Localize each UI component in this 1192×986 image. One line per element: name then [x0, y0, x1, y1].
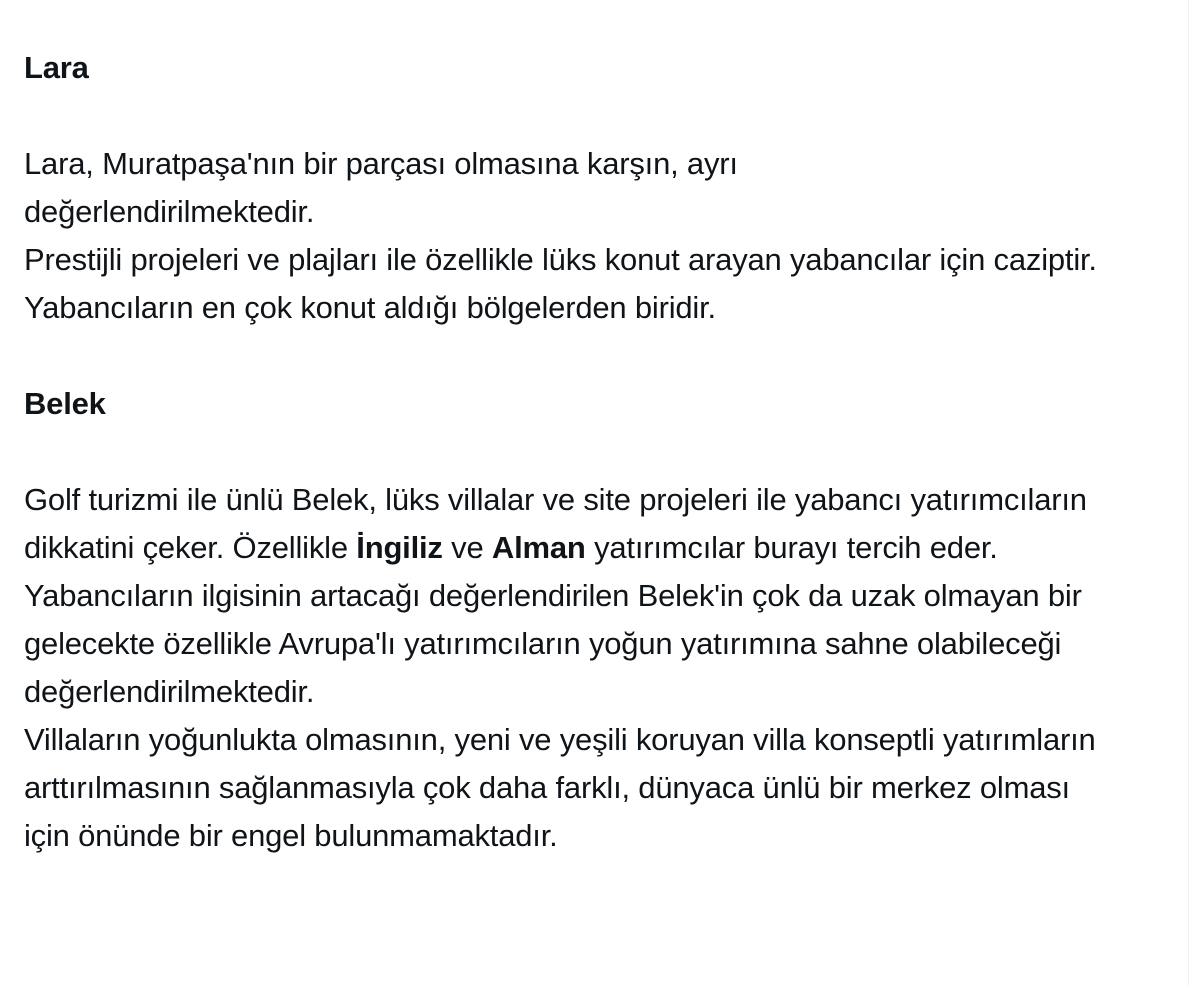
lara-line-2: Prestijli projeleri ve plajları ile özellikle lüks konut arayan yabancılar için caziptir. — [24, 242, 1097, 277]
lara-line-1: Lara, Muratpaşa'nın bir parçası olmasına karşın, ayrı değerlendirilmektedir. — [24, 146, 738, 229]
belek-intro-text-2: ve — [442, 530, 492, 565]
spacer — [24, 332, 1164, 380]
belek-line-2: Yabancıların ilgisinin artacağı değerlendirilen Belek'in çok da uzak olmayan bir gelecekte özellikle Avrupa'lı yatırımcıların yoğun yatırımına sahne olabileceği değerlendirilmektedir. — [24, 578, 1082, 709]
belek-intro — [24, 476, 1164, 572]
belek-line-3: Villaların yoğunlukta olmasının, yeni ve yeşili koruyan villa konseptli yatırımların arttırılmasının sağlanmasıyla çok daha farklı, dünyaca ünlü bir merkez olması için önünde bir engel bulunmamaktadır. — [24, 722, 1096, 853]
belek-intro-text-3: yatırımcılar burayı tercih eder. — [585, 530, 998, 565]
belek-intro-bold-alman: Alman — [491, 530, 586, 565]
section-heading-belek: Belek — [24, 386, 106, 421]
section-heading-lara: Lara — [24, 50, 89, 85]
spacer — [24, 428, 1164, 476]
spacer — [24, 92, 1164, 140]
belek-intro-text-1: Golf turizmi ile ünlü Belek, lüks villalar ve site projeleri ile yabancı yatırımcıların dikkatini çeker. Özellikle — [24, 482, 1087, 565]
column-divider — [1188, 0, 1189, 986]
post-text — [24, 44, 1164, 860]
lara-line-3: Yabancıların en çok konut aldığı bölgelerden biridir. — [24, 290, 716, 325]
belek-intro-bold-ingiliz: İngiliz — [356, 530, 443, 565]
